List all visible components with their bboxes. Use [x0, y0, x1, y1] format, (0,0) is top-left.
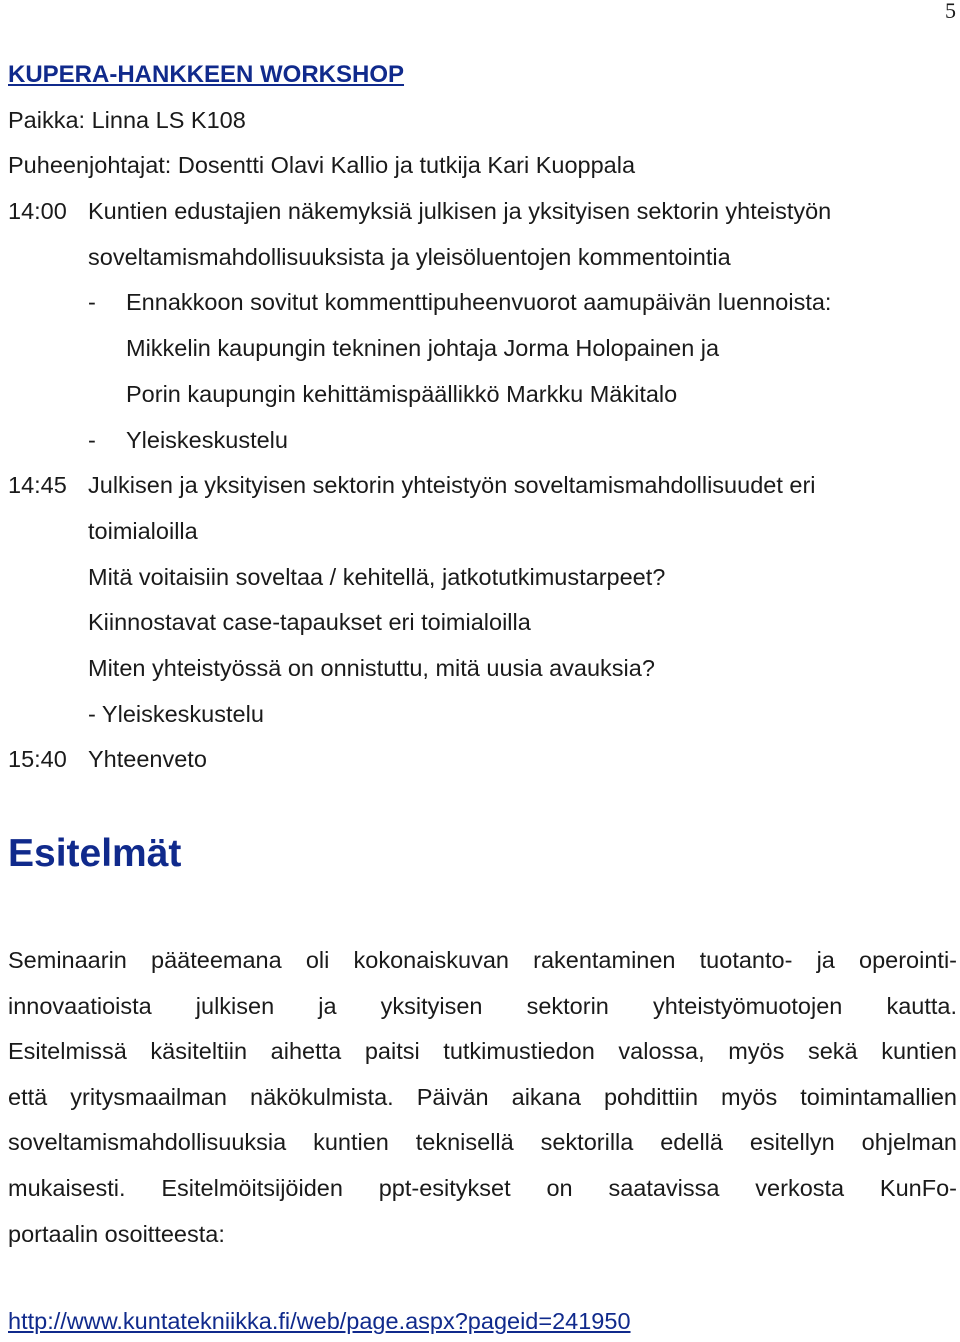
paragraph-line: soveltamismahdollisuuksia kuntien teknisellä sektorilla edellä esitellyn ohjelman [8, 1129, 957, 1156]
program-text-continued: Mitä voitaisiin soveltaa / kehitellä, jatkotutkimustarpeet? [88, 563, 666, 590]
program-item-1445 [8, 463, 958, 509]
program-text: Julkisen ja yksityisen sektorin yhteistyön soveltamismahdollisuudet eri [88, 472, 816, 499]
paragraph-line: Seminaarin pääteemana oli kokonaiskuvan rakentaminen tuotanto- ja operointi- [8, 947, 957, 973]
program-item-1540 [8, 737, 958, 783]
program-text: Kuntien edustajien näkemyksiä julkisen ja yksityisen sektorin yhteistyön [88, 198, 832, 225]
section-paragraph [8, 938, 957, 1257]
workshop-program [8, 52, 958, 783]
kunfo-portal-link[interactable]: http://www.kuntatekniikka.fi/web/page.aspx?pageid=241950 [8, 1308, 631, 1334]
program-item-1400 [8, 189, 958, 235]
program-bullet [8, 280, 958, 326]
bullet-text-continued: Mikkelin kaupungin tekninen johtaja Jorma Holopainen ja [126, 335, 720, 362]
bullet-dash: - [88, 289, 96, 316]
paragraph-line: mukaisesti. Esitelmöitsijöiden ppt-esitykset on saatavissa verkosta KunFo- [8, 1174, 957, 1201]
program-text-continued: soveltamismahdollisuuksista ja yleisöluentojen kommentointia [88, 243, 731, 270]
program-text: Yhteenveto [88, 746, 207, 773]
program-text-continued: - Yleiskeskustelu [88, 700, 264, 727]
bullet-text: Yleiskeskustelu [126, 426, 288, 453]
program-time: 14:00 [8, 198, 67, 225]
bullet-dash: - [88, 426, 96, 453]
paragraph-line: että yritysmaailman näkökulmista. Päivän aikana pohdittiin myös toimintamallien [8, 1083, 957, 1110]
program-text-continued: Miten yhteistyössä on onnistuttu, mitä uusia avauksia? [88, 654, 655, 681]
workshop-title: KUPERA-HANKKEEN WORKSHOP [8, 61, 405, 88]
workshop-place: Paikka: Linna LS K108 [8, 106, 246, 133]
paragraph-line: innovaatioista julkisen ja yksityisen sektorin yhteistyömuotojen kautta. [8, 992, 957, 1019]
program-text-continued: Kiinnostavat case-tapaukset eri toimialoilla [88, 609, 531, 636]
section-heading: Esitelmät [8, 832, 182, 875]
workshop-chairs: Puheenjohtajat: Dosentti Olavi Kallio ja tutkija Kari Kuoppala [8, 152, 636, 179]
program-time: 14:45 [8, 472, 67, 499]
program-time: 15:40 [8, 746, 67, 773]
paragraph-line: portaalin osoitteesta: [8, 1220, 225, 1247]
bullet-text: Ennakkoon sovitut kommenttipuheenvuorot aamupäivän luennoista: [126, 289, 832, 316]
program-bullet [8, 418, 958, 464]
bullet-text-continued: Porin kaupungin kehittämispäällikkö Markku Mäkitalo [126, 380, 678, 407]
page-number: 5 [945, 0, 956, 23]
paragraph-line: Esitelmissä käsiteltiin aihetta paitsi tutkimustiedon valossa, myös sekä kuntien [8, 1038, 957, 1065]
program-text-continued: toimialoilla [88, 517, 198, 544]
